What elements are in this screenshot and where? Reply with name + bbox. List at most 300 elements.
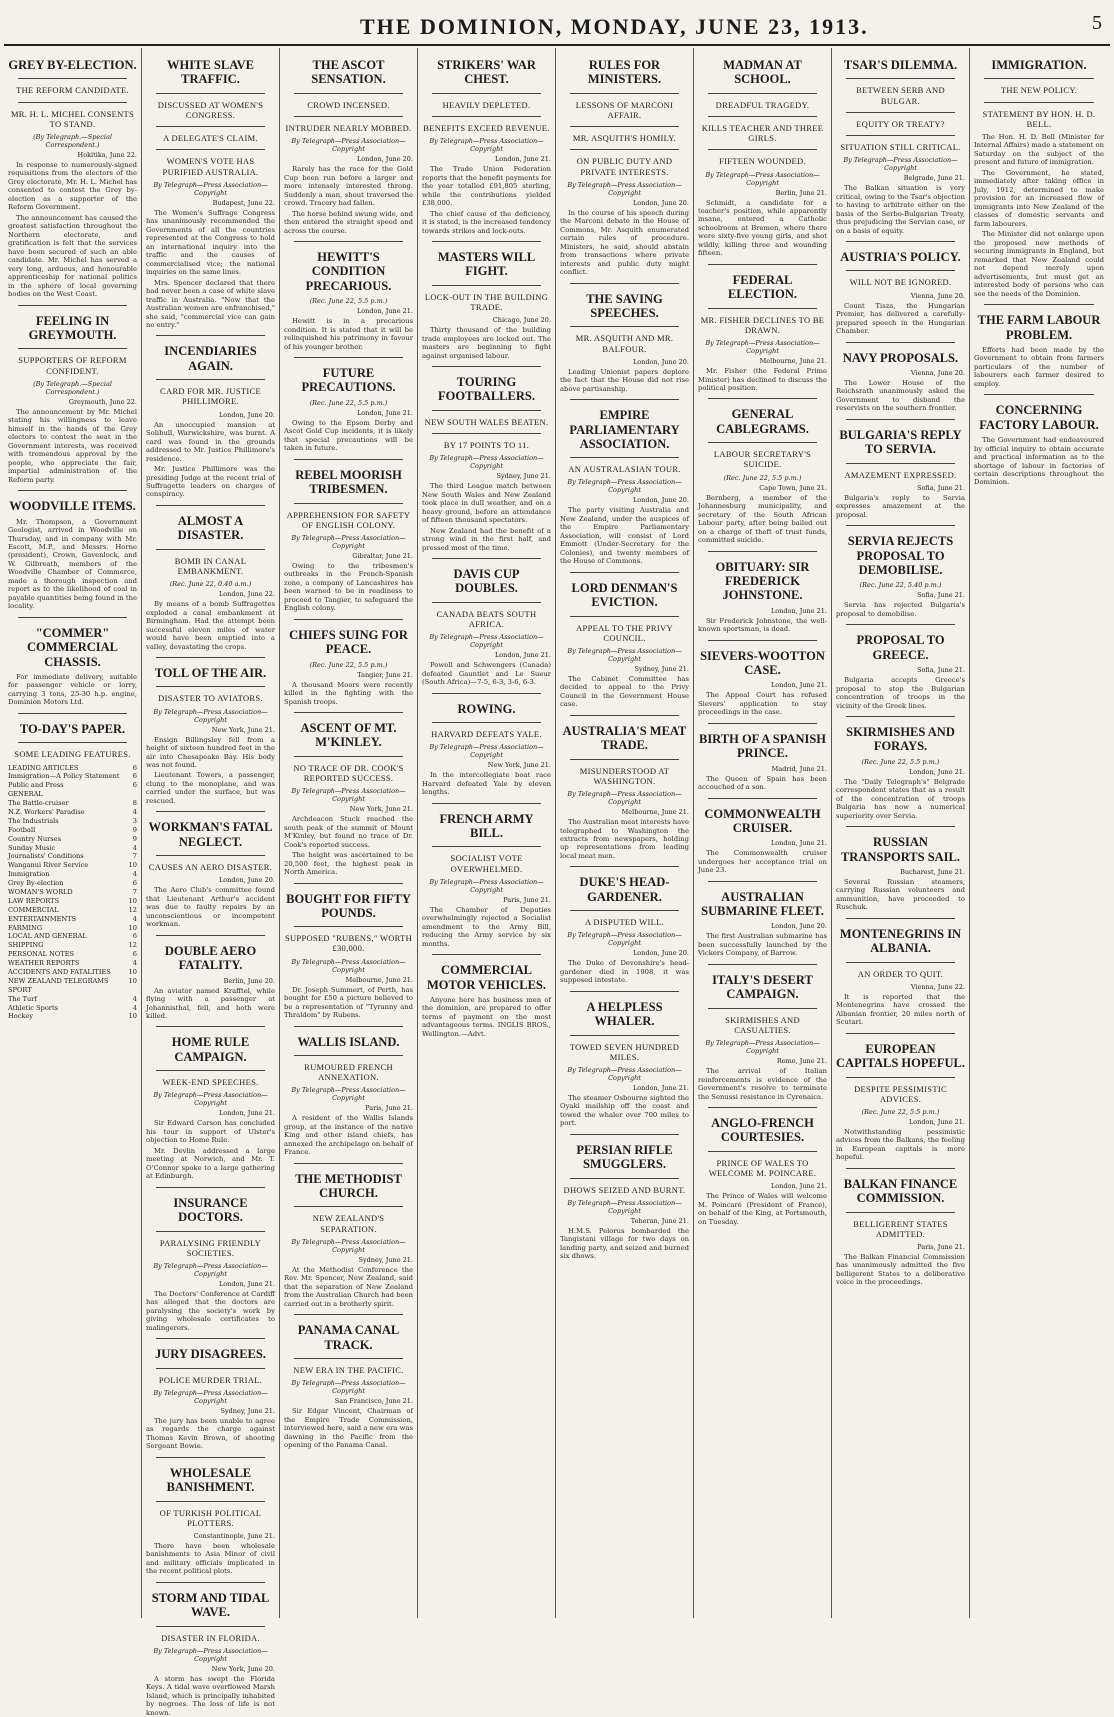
index-item: The Industrials <box>8 816 59 825</box>
article-subheading: SOME LEADING FEATURES. <box>14 749 131 760</box>
article-dateline: Teheran, June 21. <box>630 1216 689 1225</box>
subhead-divider <box>156 149 265 150</box>
article-paragraph: The Commonwealth cruiser undergoes her acceptance trial on June 23. <box>698 849 827 875</box>
article <box>836 624 965 710</box>
article-paragraph: An aviator named Krafftel, while flying with a passenger at Johannisthal, fell, and both were killed. <box>146 986 275 1020</box>
index-row <box>8 906 137 915</box>
subhead-divider <box>294 116 403 117</box>
article <box>698 398 827 544</box>
article-headline: AUSTRALIAN SUBMARINE FLEET. <box>701 889 824 919</box>
article-subheading: HEAVILY DEPLETED. <box>442 99 531 110</box>
article-dateline: Paris, June 21. <box>917 1242 965 1251</box>
article-dateline: London, June 21. <box>494 651 551 660</box>
article-subheading: WEEK-END SPEECHES. <box>162 1077 259 1088</box>
index-page: 10 <box>128 896 137 905</box>
index-row <box>8 826 137 835</box>
subhead-divider <box>570 326 679 327</box>
article <box>698 723 827 792</box>
subhead-divider <box>156 549 265 550</box>
article-subheading: CARD FOR MR. JUSTICE PHILLIMORE. <box>160 386 261 407</box>
article-headline: EUROPEAN CAPITALS HOPEFUL. <box>836 1041 965 1071</box>
article-divider <box>18 713 127 714</box>
index-item: PERSONAL NOTES <box>8 950 75 959</box>
article-dateline: London, June 21. <box>770 1182 827 1191</box>
index-item: GENERAL <box>8 790 43 799</box>
index-page: 9 <box>132 834 137 843</box>
subhead-divider <box>570 93 679 94</box>
index-row <box>8 915 137 924</box>
article-dateline: San Francisco, June 21. <box>334 1397 413 1406</box>
article-paragraph: Bulgaria accepts Greece's proposal to stop the Bulgarian concentration of troops in the vicinity of the Greek lines. <box>836 676 965 710</box>
article-subheading: BOMB IN CANAL EMBANKMENT. <box>174 555 247 576</box>
article <box>422 693 551 797</box>
article-paragraph: The jury has been unable to agree as regards the charge against Thomas Kevin Brown, of shooting Sergeant Bowie. <box>146 1416 275 1451</box>
subhead-divider <box>294 756 403 757</box>
article-headline: IMMIGRATION. <box>991 58 1087 72</box>
article-headline: OBITUARY: SIR FREDERICK JOHNSTONE. <box>715 559 810 603</box>
subhead-divider <box>708 308 817 309</box>
index-page: 6 <box>132 781 137 790</box>
column-5 <box>556 48 694 1618</box>
article-paragraph: The "Daily Telegraph's" Belgrade correspondent states that as a result of the concentration of troops Bulgaria has now a numerical superiority over Servia. <box>836 777 965 820</box>
article-subheading: ON PUBLIC DUTY AND PRIVATE INTERESTS. <box>576 156 673 177</box>
article-paragraph: Mr. Justice Phillimore was the presiding Judge at the recent trial of Suffragette leaders on charges of conspiracy. <box>146 465 275 499</box>
subhead-divider <box>156 1368 265 1369</box>
article-paragraph: Count Tisza, the Hungarian Premier, has delivered a carefully-prepared speech in the Hungarian Chamber. <box>836 301 965 336</box>
article <box>284 1026 413 1157</box>
index-page: 4 <box>132 914 137 923</box>
index-row <box>8 799 137 808</box>
article-byline: By Telegraph—Press Association—Copyright <box>429 454 544 471</box>
subhead-divider <box>156 1070 265 1071</box>
article-paragraph: A storm has swept the Florida Keys. A tidal wave overflowed Marsh Island, which is principally inhabited by negroes. The loss of life is not known. <box>146 1674 275 1717</box>
article-byline: By Telegraph—Press Association—Copyright <box>567 1198 682 1215</box>
article-headline: HOME RULE CAMPAIGN. <box>171 1035 250 1064</box>
article-paragraph: Mr. Thompson, a Government Geologist, arrived in Woodville on Thursday, and in company with Mr. Escott, M.P., and Messrs. Horne (president), Crown, Gavenlock, and W. Gilbreath, members of the Woodville Chamber of Commerce, made a thorough inspection and report as to the likelihood of coal in payable quantities being found in the locality. <box>8 517 137 611</box>
article-headline: DUKE'S HEAD-GARDENER. <box>579 875 670 904</box>
article-divider <box>156 1187 265 1188</box>
article-byline: (Rec. June 22, 5.5 p.m.) <box>861 1107 940 1116</box>
article-byline: By Telegraph—Press Association—Copyright <box>291 137 406 154</box>
article-paragraph: Sir Frederick Johnstone, the well-known sportsman, is dead. <box>698 616 827 634</box>
article-dateline: London, June 20. <box>770 922 827 931</box>
article <box>146 1582 275 1717</box>
subhead-divider <box>846 463 955 464</box>
index-page: 4 <box>132 843 137 852</box>
article-byline: (Rec. June 22, 5.5 p.m.) <box>309 660 388 669</box>
article-subheading: WOMEN'S VOTE HAS PURIFIED AUSTRALIA. <box>162 156 259 177</box>
article-divider <box>18 305 127 306</box>
article-divider <box>570 715 679 716</box>
article-headline: INSURANCE DOCTORS. <box>173 1195 248 1225</box>
index-page: 4 <box>132 959 137 968</box>
article-subheading: KILLS TEACHER AND THREE GIRLS. <box>701 122 824 144</box>
article <box>284 241 413 351</box>
subhead-divider <box>156 1501 265 1502</box>
article-byline: By Telegraph—Press Association—Copyright <box>705 170 820 187</box>
article-byline: By Telegraph—Press Association—Copyright <box>567 180 682 197</box>
article-dateline: Gibraltar, June 21. <box>352 551 413 560</box>
article <box>836 918 965 1027</box>
article-paragraph: Powell and Schwengers (Canada) defeated Gauntlet and Le Sueur (South Africa)—7-5, 6-3, 3-6, 6-3. <box>422 661 551 687</box>
index-page: 6 <box>132 950 137 959</box>
article-dateline: Sydney, June 21. <box>634 664 689 673</box>
article <box>974 304 1104 388</box>
article-dateline: Melbourne, June 21. <box>759 357 827 366</box>
index-page: 10 <box>128 861 137 870</box>
article-subheading: NEW ERA IN THE PACIFIC. <box>293 1365 404 1376</box>
article-headline: RUSSIAN TRANSPORTS SAIL. <box>840 835 961 864</box>
index-item: Hockey <box>8 1012 34 1021</box>
article-byline: (Rec. June 22, 5.5 p.m.) <box>309 297 388 306</box>
subhead-divider <box>432 433 541 434</box>
article-dateline: London, June 21. <box>908 767 965 776</box>
article-dateline: London, June 20. <box>632 496 689 505</box>
article-byline: By Telegraph—Press Association—Copyright <box>153 1646 268 1663</box>
index-row <box>8 1012 137 1021</box>
article-headline: MADMAN AT SCHOOL. <box>723 58 802 87</box>
index-row <box>8 941 137 950</box>
article-paragraph: The horse behind swung wide, and then entered the straight speed and across the course. <box>284 209 413 235</box>
article-dateline: Rome, June 21. <box>776 1057 827 1066</box>
index-page: 6 <box>132 932 137 941</box>
article-subheading: A DELEGATE'S CLAIM. <box>163 133 258 144</box>
article-paragraph: Bernberg, a member of the Johannesburg municipality, and secretary of the South African Labour party, after being bailed out on a charge of theft of trust funds, committed suicide. <box>698 493 827 545</box>
article-headline: ITALY'S DESERT CAMPAIGN. <box>712 972 813 1002</box>
subhead-divider <box>708 116 817 117</box>
index-row <box>8 924 137 933</box>
index-row <box>8 772 137 781</box>
article-byline: By Telegraph—Press Association—Copyright <box>567 790 682 807</box>
article-dateline: Sydney, June 21. <box>358 1255 413 1264</box>
index-row <box>8 932 137 941</box>
article-dateline: Vienna, June 20. <box>910 291 965 300</box>
article-paragraph: The chief cause of the deficiency, it is stated, is the increased tendency towards strikes and lock-outs. <box>422 209 551 235</box>
subhead-divider <box>156 126 265 127</box>
article-dateline: New York, June 21. <box>487 761 551 770</box>
article-paragraph: An unoccupied mansion at Solihull, Warwickshire, was burnt. A card was found in the grounds addressed to Mr. Justice Phillimore's residence. <box>146 420 275 463</box>
article-headline: ANGLO-FRENCH COURTESIES. <box>711 1115 814 1145</box>
article-byline: (By Telegraph.—Special Correspondent.) <box>33 379 112 396</box>
article-headline: CONCERNING FACTORY LABOUR. <box>979 403 1099 432</box>
subhead-divider <box>432 722 541 723</box>
article-divider <box>708 264 817 265</box>
article-paragraph: The Chamber of Deputies overwhelmingly rejected a Socialist amendment to the Army Bill, reducing the Army service by six months. <box>422 905 551 948</box>
article-headline: WHITE SLAVE TRAFFIC. <box>167 58 254 87</box>
subhead-divider <box>570 1178 679 1179</box>
article-headline: JURY DISAGREES. <box>155 1347 266 1362</box>
article <box>8 617 137 707</box>
article-headline: SIEVERS-WOOTTON CASE. <box>700 648 825 677</box>
subhead-divider <box>432 285 541 286</box>
subhead-divider <box>18 348 127 349</box>
article <box>560 399 689 566</box>
index-row <box>8 959 137 968</box>
article-headline: REBEL MOORISH TRIBESMEN. <box>295 467 402 497</box>
index-row <box>8 817 137 826</box>
article-headline: WORKMAN'S FATAL NEGLECT. <box>148 820 273 849</box>
article-subheading: MR. FISHER DECLINES TO BE DRAWN. <box>700 314 825 335</box>
index-item: LEADING ARTICLES <box>8 763 79 772</box>
article-dateline: London, June 21. <box>770 839 827 848</box>
article-divider <box>846 241 955 242</box>
subhead-divider <box>18 102 127 103</box>
article-paragraph: By means of a bomb Suffragettes exploded a canal embankment at Birmingham. Had the attempt been successful eleven miles of water would have been emptied into a valley, devastating the crops. <box>146 600 275 651</box>
article <box>836 1168 965 1287</box>
index-page: 4 <box>132 1003 137 1012</box>
article <box>284 1163 413 1309</box>
article-headline: GENERAL CABLEGRAMS. <box>716 407 809 436</box>
article-paragraph: There have been wholesale banishments to Asia Minor of civil and military officials implicated in the recent political plots. <box>146 1541 275 1576</box>
article-dateline: London, June 20. <box>356 155 413 164</box>
article-headline: "COMMER" COMMERCIAL CHASSIS. <box>27 625 118 669</box>
article-dateline: Constantinople, June 21. <box>193 1531 275 1540</box>
article-subheading: SKIRMISHES AND CASUALTIES. <box>725 1014 800 1035</box>
index-row <box>8 897 137 906</box>
column-1 <box>4 48 142 1618</box>
index-item: WOMAN'S WORLD <box>8 887 73 896</box>
article-dateline: Madrid, June 21. <box>771 764 827 773</box>
article-paragraph: Servia has rejected Bulgaria's proposal to demobilise. <box>836 601 965 618</box>
article-divider <box>708 798 817 799</box>
article-headline: STORM AND TIDAL WAVE. <box>151 1590 270 1620</box>
subhead-divider <box>984 102 1094 103</box>
article <box>284 1314 413 1449</box>
article <box>146 58 275 329</box>
article-paragraph: Thirty thousand of the building trade employees are locked out. The masters are beginning to fight against organised labour. <box>422 326 551 360</box>
article-paragraph: Lieutenant Towers, a passenger, clung to the monoplane, and was carried under the surface, but was rescued. <box>146 771 275 805</box>
article-paragraph: The Balkan situation is very critical, owing to the Tsar's objection to having to arbitrate either on the basis of the Serbo-Bulgarian Treaty, thus prejudicing the Servian case, or on a basis of equity. <box>836 184 965 235</box>
subhead-divider <box>294 926 403 927</box>
article-byline: By Telegraph—Press Association—Copyright <box>153 707 268 724</box>
article-byline: By Telegraph—Press Association—Copyright <box>291 1379 406 1396</box>
index-item: The Battle-cruiser <box>8 799 69 808</box>
article <box>974 58 1104 298</box>
article-byline: By Telegraph—Press Association—Copyright <box>291 1086 406 1103</box>
article-dateline: London, June 20. <box>632 198 689 207</box>
index-row <box>8 781 137 790</box>
article-paragraph: Rarely has the race for the Gold Cup been run before a larger and more intensely interested throng. Suddenly a man, shout traversed the crowd. Tracery had fallen. <box>284 165 413 208</box>
index-page: 7 <box>132 887 137 896</box>
article-subheading: NEW SOUTH WALES BEATEN. <box>424 416 549 427</box>
index-item: Public and Press <box>8 781 64 790</box>
index-page: 10 <box>128 923 137 932</box>
article-dateline: Sydney, June 21. <box>220 1406 275 1415</box>
article-subheading: APPEAL TO THE PRIVY COUNCIL. <box>576 622 673 643</box>
article-subheading: RUMOURED FRENCH ANNEXATION. <box>304 1061 393 1083</box>
article-headline: THE FARM LABOUR PROBLEM. <box>977 313 1101 342</box>
article-subheading: SUPPOSED "RUBENS," WORTH £30,000. <box>284 933 413 954</box>
article <box>422 58 551 235</box>
article-headline: THE ASCOT SENSATION. <box>311 58 386 87</box>
article-headline: AUSTRALIA'S MEAT TRADE. <box>562 723 687 753</box>
index-item: LOCAL AND GENERAL <box>8 932 87 941</box>
subhead-divider <box>156 1626 265 1627</box>
index-row <box>8 835 137 844</box>
subhead-divider <box>570 149 679 150</box>
article <box>146 1457 275 1576</box>
article-divider <box>708 640 817 641</box>
article-divider <box>294 1026 403 1027</box>
article <box>146 505 275 651</box>
column-3 <box>280 48 418 1618</box>
index-row <box>8 879 137 888</box>
index-row <box>8 986 137 995</box>
article-headline: BIRTH OF A SPANISH PRINCE. <box>698 731 827 761</box>
article <box>698 798 827 875</box>
article-headline: CHIEFS SUING FOR PEACE. <box>289 627 408 657</box>
article-headline: PROPOSAL TO GREECE. <box>856 633 945 662</box>
article-dateline: Cape Town, June 21. <box>759 483 827 492</box>
article <box>146 811 275 928</box>
article-divider <box>294 241 403 242</box>
article-headline: A HELPLESS WHALER. <box>586 999 663 1029</box>
index-item: ENTERTAINMENTS <box>8 914 77 923</box>
column-2 <box>142 48 280 1717</box>
index-row <box>8 790 137 799</box>
article-headline: TSAR'S DILEMMA. <box>843 58 958 72</box>
article-divider <box>156 1582 265 1583</box>
article <box>8 490 137 611</box>
article-byline: By Telegraph—Press Association—Copyright <box>153 180 268 197</box>
article-byline: By Telegraph—Press Association—Copyright <box>153 1091 268 1108</box>
article-divider <box>294 1163 403 1164</box>
article-byline: By Telegraph—Press Association—Copyright <box>291 533 406 550</box>
article-byline: (Rec. June 22, 5.5 p.m.) <box>861 757 940 766</box>
article-dateline: Vienna, June 20. <box>910 368 965 377</box>
article-divider <box>708 723 817 724</box>
subhead-divider <box>570 759 679 760</box>
article-paragraph: Mrs. Spencer declared that there had never been a case of white slave traffic in Australia. "Now that the Australian women are enfranchised," she said, "commercial vice can gain no entry." <box>146 278 275 329</box>
article-divider <box>18 490 127 491</box>
article-headline: BOUGHT FOR FIFTY POUNDS. <box>286 891 411 920</box>
article-byline: By Telegraph—Press Association—Copyright <box>291 957 406 974</box>
article <box>560 58 689 277</box>
article-paragraph: In response to numerously-signed requisitions from the electors of the Grey electorate, Mr. H. L. Michel has consented to contest the Grey by-election as a supporter of the Reform Government. <box>8 160 137 212</box>
subhead-divider <box>708 1151 817 1152</box>
article-divider <box>432 803 541 804</box>
article-paragraph: Mr. Fisher (the Federal Prime Minister) has declined to discuss the political position. <box>698 367 827 392</box>
subhead-divider <box>570 910 679 911</box>
article-dateline: Vienna, June 22. <box>910 982 965 991</box>
article-paragraph: The Balkan Financial Commission has unanimously admitted the five belligerent States to a deliberative voice in the proceedings. <box>836 1252 965 1287</box>
article-dateline: Hokitika, June 22. <box>77 150 137 159</box>
article-paragraph: The Aero Club's committee found that Lieutenant Arthur's accident was due to faulty repairs by an unconscientious or incompetent workman. <box>146 886 275 929</box>
article-paragraph: Owing to the Epsom Derby and Ascot Gold Cup incidents, it is likely that special precautions will be taken in future. <box>284 418 413 453</box>
article-divider <box>708 398 817 399</box>
article-paragraph: The announcement by Mr. Michel stating his willingness to leave himself in the hands of the Grey electors to contest the seat in the Government interests, was received with tremendous approval by the people, who appreciate the fair, impartial administration of the Reform party. <box>8 407 137 484</box>
subhead-divider <box>708 149 817 150</box>
article <box>836 525 965 618</box>
article-paragraph: Dr. Joseph Summert, of Perth, has bought for £50 a picture believed to be a representation of "Tyranny and Thraldom" by Rubens. <box>284 985 413 1020</box>
index-page: 3 <box>132 816 137 825</box>
article-subheading: AN ORDER TO QUIT. <box>857 968 944 979</box>
article-dateline: Tangier, June 21. <box>357 670 413 679</box>
article <box>146 1187 275 1333</box>
article-paragraph: The Lower House of the Reichsrath unanimously asked the Government to disband the reservists on the southern frontier. <box>836 378 965 413</box>
subhead-divider <box>708 93 817 94</box>
article-divider <box>984 394 1094 395</box>
index-page: 4 <box>132 870 137 879</box>
column-4 <box>418 48 556 1618</box>
article-subheading: MR. ASQUITH AND MR. BALFOUR. <box>575 333 674 354</box>
article-dateline: London, June 22. <box>218 590 275 599</box>
article-paragraph: Leading Unionist papers deplore the fact that the House did not rise above partisanship. <box>560 367 689 393</box>
article-paragraph: It is reported that the Montenegrins have crossed the Albanian frontier, 20 miles north of Scutari. <box>836 992 965 1027</box>
article <box>560 991 689 1128</box>
index-item: Wanganui River Service <box>8 861 89 870</box>
article-subheading: OF TURKISH POLITICAL PLOTTERS. <box>159 1507 262 1528</box>
index-row <box>8 977 137 986</box>
article-headline: ASCENT OF MT. M'KINLEY. <box>300 720 397 750</box>
index-item: SHIPPING <box>8 941 44 950</box>
subhead-divider <box>846 78 955 79</box>
article-headline: WALLIS ISLAND. <box>297 1034 400 1049</box>
article-divider <box>984 304 1094 305</box>
index-item: Immigration <box>8 870 50 879</box>
article-dateline: New York, June 21. <box>211 725 275 734</box>
article-divider <box>294 357 403 358</box>
article-dateline: New York, June 21. <box>349 805 413 814</box>
article-paragraph: Notwithstanding pessimistic advices from the Balkans, the feeling in European capitals is more hopeful. <box>836 1127 965 1162</box>
subhead-divider <box>294 1358 403 1359</box>
article-byline: By Telegraph—Press Association—Copyright <box>705 1039 820 1056</box>
article-paragraph: Efforts had been made by the Government to obtain from farmers particulars of the number of labourers each farmer desired to employ. <box>974 345 1104 388</box>
article-paragraph: The third League match between New South Wales and New Zealand took place in dull weather, and on a heavy ground, before an attendance of fifteen thousand spectators. <box>422 482 551 525</box>
article <box>974 394 1104 487</box>
article <box>422 241 551 360</box>
subhead-divider <box>294 93 403 94</box>
article-subheading: MR. H. L. MICHEL CONSENTS TO STAND. <box>10 108 135 129</box>
index-row <box>8 995 137 1004</box>
article <box>422 803 551 949</box>
index-row <box>8 968 137 977</box>
article-divider <box>846 918 955 919</box>
article-subheading: THE NEW POLICY. <box>1000 85 1078 96</box>
article-paragraph: The Prince of Wales will welcome M. Poincaré (President of France), on behalf of the King, at Portsmouth, on Tuesday. <box>698 1192 827 1226</box>
article-byline: (Rec. June 22, 0.40 a.m.) <box>169 580 252 589</box>
article-headline: GREY BY-ELECTION. <box>8 58 137 72</box>
article-headline: COMMERCIAL MOTOR VEHICLES. <box>426 963 546 992</box>
article-paragraph: A resident of the Wallis Islands group, at the instance of the native King and other island chiefs, has annexed the archipelago on behalf of France. <box>284 1114 413 1157</box>
article <box>146 1338 275 1451</box>
article <box>560 866 689 984</box>
article-paragraph: Anyone here has business men of the dominion, are prepared to offer terms of payment on the most advantageous terms. INGLIS BROS., Wellington.—Advt. <box>422 995 551 1038</box>
article-divider <box>570 283 679 284</box>
article-paragraph: The Government, he stated, immediately after taking office in July, 1912, determined to make provision for an increased flow of immigrants into New Zealand of the classes of domestic servants and farm labourers. <box>974 168 1104 228</box>
subhead-divider <box>294 1206 403 1207</box>
article-byline: By Telegraph—Press Association—Copyright <box>291 787 406 804</box>
article-dateline: London, June 21. <box>356 307 413 316</box>
article-dateline: London, June 20. <box>218 410 275 419</box>
index-row <box>8 1004 137 1013</box>
article <box>284 619 413 706</box>
article <box>284 712 413 877</box>
article-subheading: A DISPUTED WILL. <box>584 917 664 928</box>
article-divider <box>156 811 265 812</box>
article-paragraph: Several Russian steamers, carrying Russian volunteers and ammunition, have proceeded to Ruschuk. <box>836 877 965 912</box>
article <box>836 716 965 820</box>
article-paragraph: The Hon. H. D. Bell (Minister for Internal Affairs) made a statement on Saturday on the subject of the present and future of immigration. <box>974 132 1104 167</box>
subhead-divider <box>708 442 817 443</box>
article-byline: By Telegraph—Press Association—Copyright <box>567 646 682 663</box>
column-7 <box>832 48 970 1618</box>
article-headline: THE METHODIST CHURCH. <box>295 1171 402 1201</box>
article-dateline: Berlin, June 21. <box>775 188 827 197</box>
article-byline: By Telegraph—Press Association—Copyright <box>567 931 682 948</box>
article-headline: TOLL OF THE AIR. <box>154 665 267 680</box>
article <box>284 357 413 453</box>
